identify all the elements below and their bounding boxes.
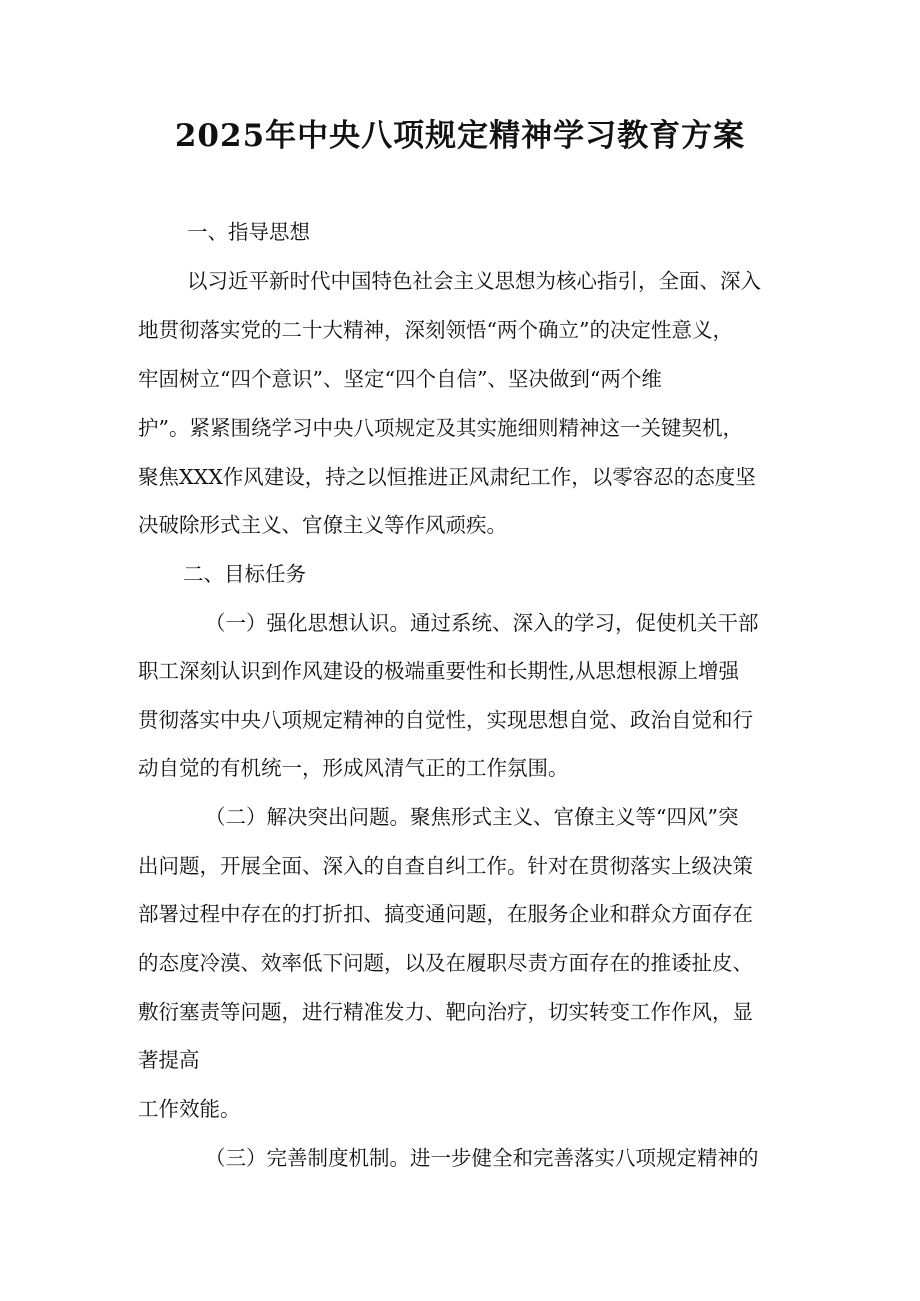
- paragraph-line: 的态度冷漠、效率低下问题，以及在履职尽责方面存在的推诿扯皮、: [138, 951, 753, 975]
- paragraph-line: （二）解决突出问题。聚焦形式主义、官僚主义等“四风”突: [205, 805, 739, 829]
- paragraph-line: 部署过程中存在的打折扣、搞变通问题，在服务企业和群众方面存在: [138, 902, 753, 926]
- paragraph-line: 职工深刻认识到作风建设的极端重要性和长期性,从思想根源上增强: [138, 659, 740, 683]
- section-heading-guiding-ideology: 一、指导思想: [187, 220, 310, 244]
- paragraph-line: 敷衍塞责等问题，进行精准发力、靶向治疗，切实转变工作作风，显: [138, 1000, 753, 1024]
- paragraph-line: 工作效能。: [138, 1097, 241, 1121]
- paragraph-line: 以习近平新时代中国特色社会主义思想为核心指引，全面、深入: [187, 269, 761, 293]
- paragraph-line: 著提高: [138, 1048, 200, 1072]
- paragraph-line: 牢固树立“四个意识”、坚定“四个自信”、坚决做到“两个维: [138, 367, 662, 391]
- paragraph-line: （三）完善制度机制。进一步健全和完善落实八项规定精神的: [205, 1146, 759, 1170]
- paragraph-line: 动自觉的有机统一，形成风清气正的工作氛围。: [138, 756, 569, 780]
- document-title: 2025年中央八项规定精神学习教育方案: [174, 118, 746, 154]
- paragraph-line: 出问题，开展全面、深入的自查自纠工作。针对在贯彻落实上级决策: [138, 854, 753, 878]
- paragraph-line: 贯彻落实中央八项规定精神的自觉性，实现思想自觉、政治自觉和行: [138, 708, 753, 732]
- paragraph-line: （一）强化思想认识。通过系统、深入的学习，促使机关干部: [205, 611, 759, 635]
- paragraph-line: 地贯彻落实党的二十大精神，深刻领悟“两个确立”的决定性意义，: [138, 318, 733, 342]
- paragraph-line: 聚焦XXX作风建设，持之以恒推进正风肃纪工作，以零容忍的态度坚: [138, 465, 756, 489]
- paragraph-line: 决破除形式主义、官僚主义等作风顽疾。: [138, 513, 507, 537]
- section-heading-goals-tasks: 二、目标任务: [183, 562, 306, 586]
- paragraph-line: 护”。紧紧围绕学习中央八项规定及其实施细则精神这一关键契机，: [138, 416, 743, 440]
